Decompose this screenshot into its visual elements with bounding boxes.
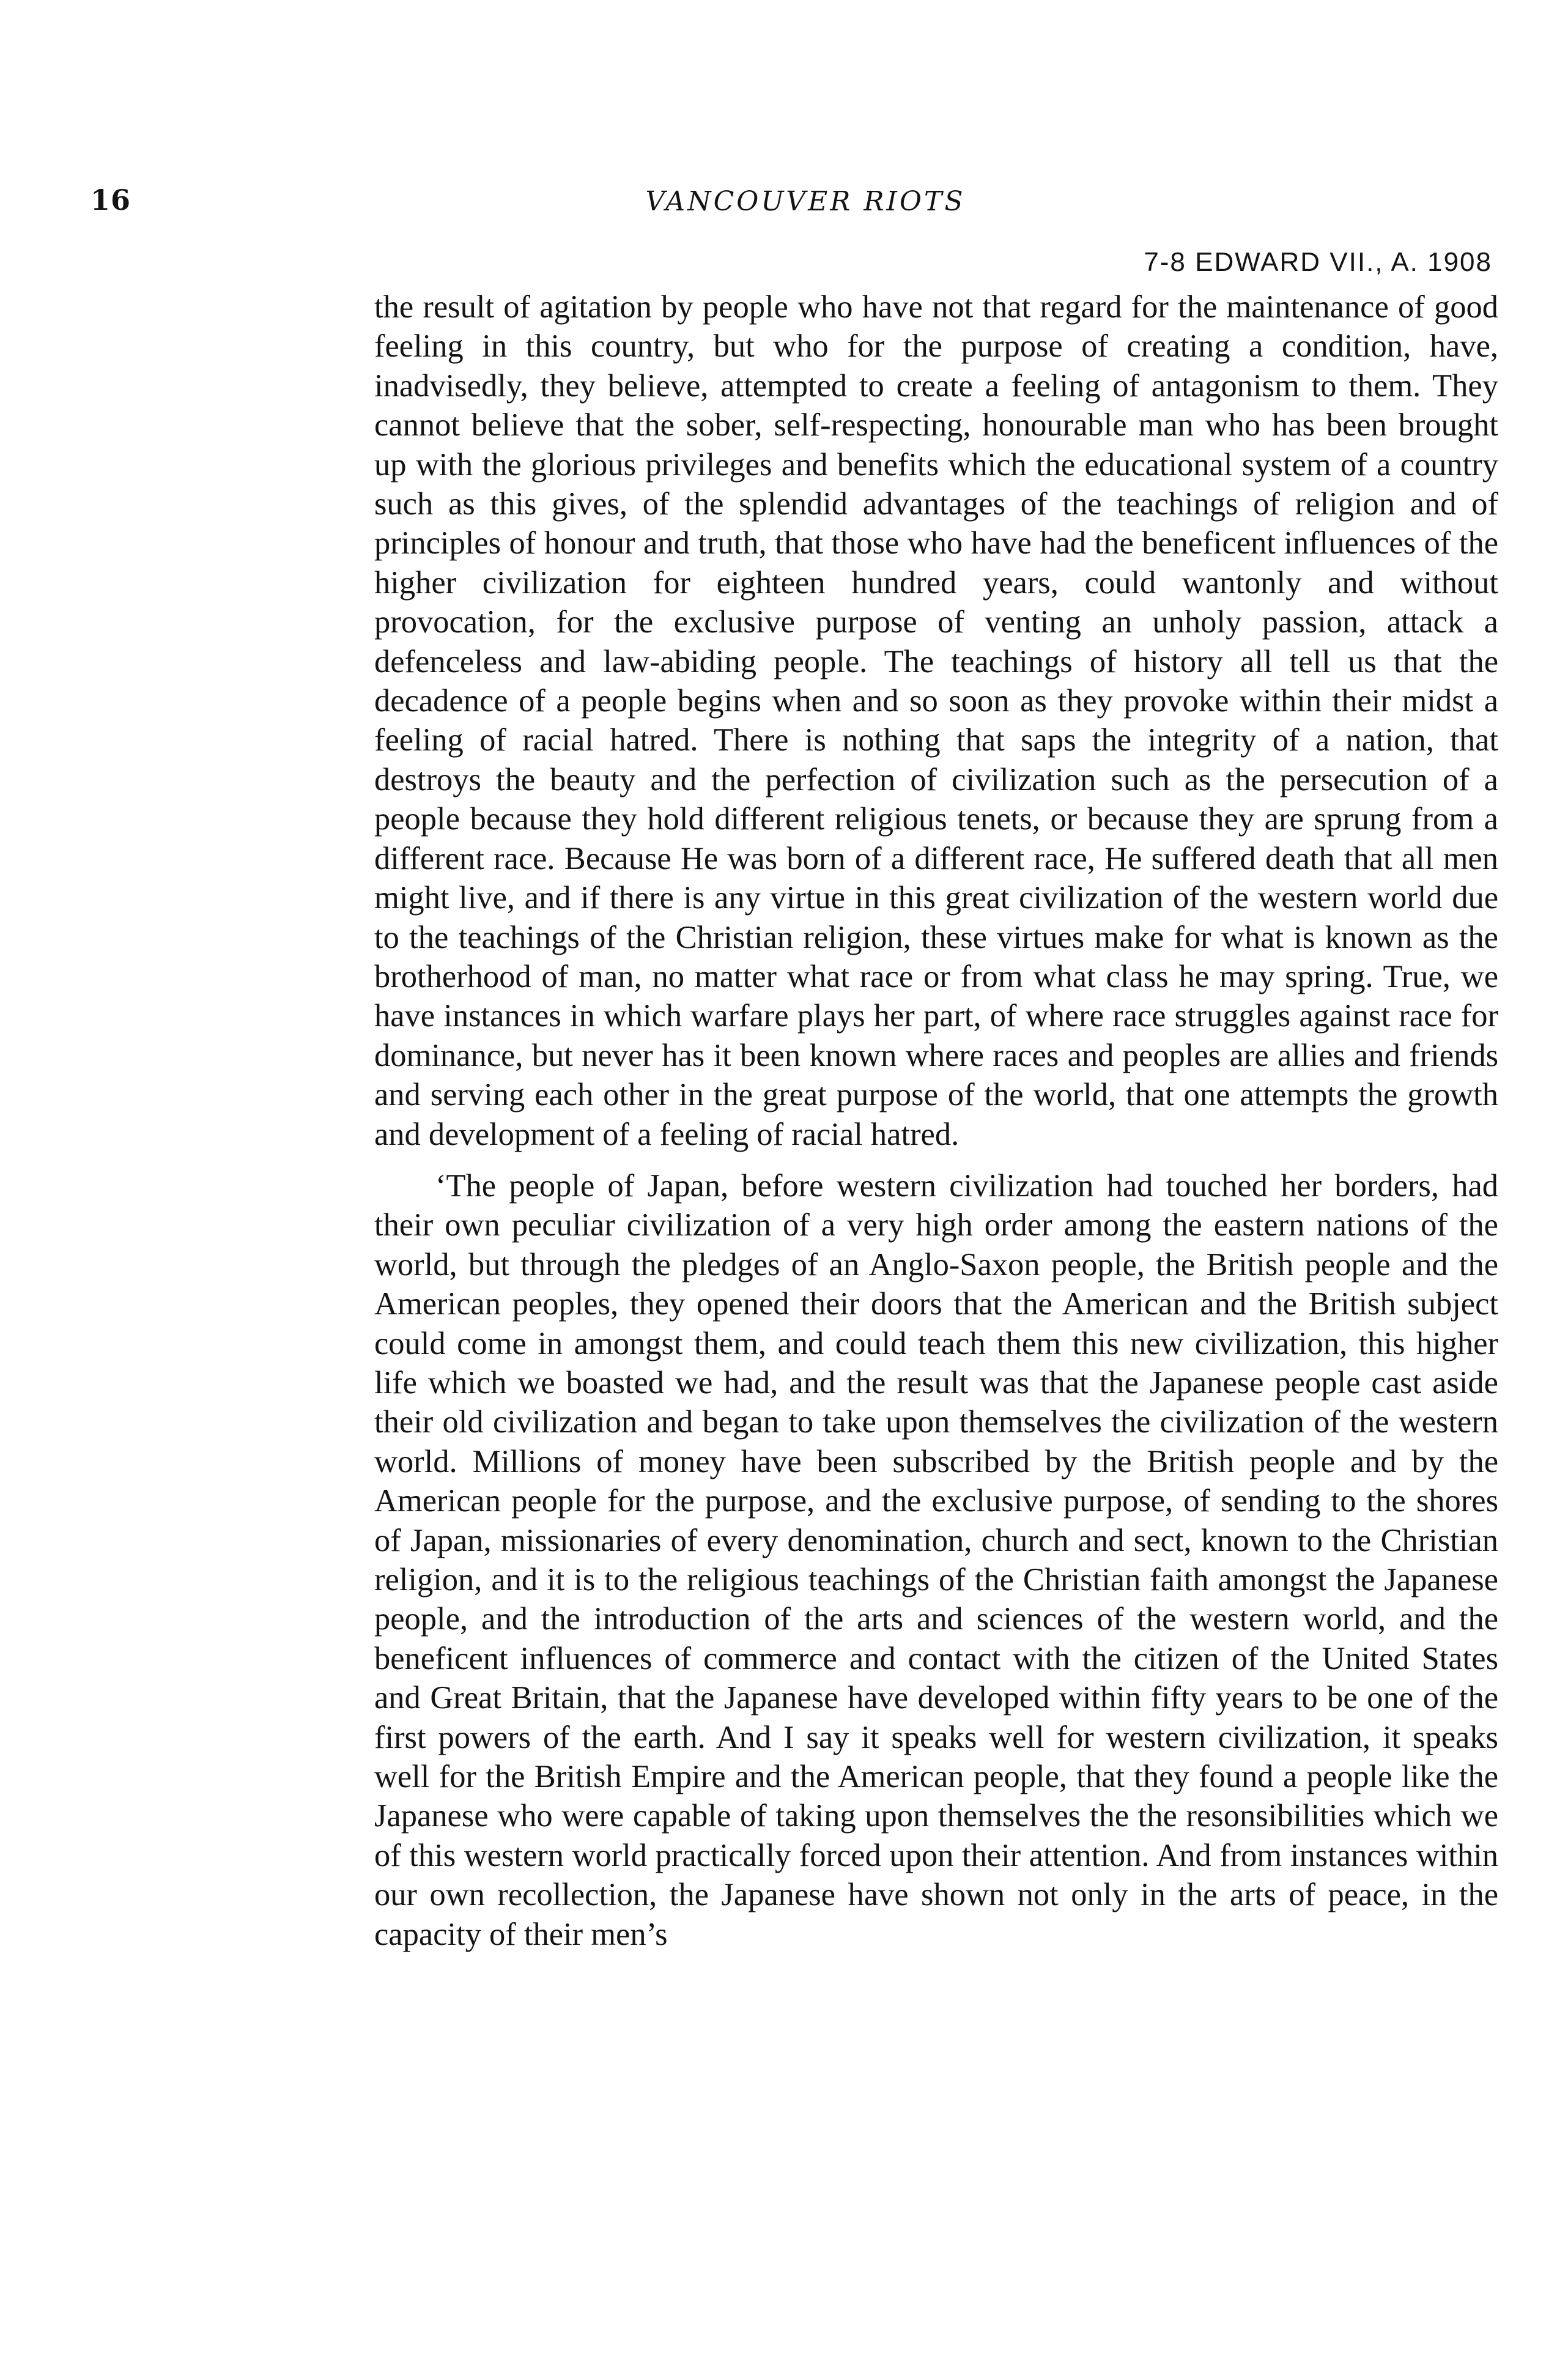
running-title: VANCOUVER RIOTS <box>645 186 966 217</box>
paragraph-1: the result of agitation by people who have not that regard for the maintenance of good feeling in this country, but who for the purpose of creating a condition, have, inadvisedly, they believe, attempted to create a feeling of antagonism to them. They cannot believe that the sober, self-respecting, honourable man who has been brought up with the glorious privileges and benefits which the educational system of a country such as this gives, of the splendid advantages of the teachings of religion and of principles of honour and truth, that those who have had the beneficent influences of the higher civilization for eighteen hundred years, could wantonly and without provocation, for the exclusive purpose of venting an unholy passion, attack a defenceless and law-abiding people. The teachings of history all tell us that the decadence of a people begins when and so soon as they provoke within their midst a feeling of racial hatred. There is nothing that saps the integrity of a nation, that destroys the beauty and the perfection of civilization such as the persecution of a people because they hold different religious tenets, or because they are sprung from a different race. Because He was born of a different race, He suffered death that all men might live, and if there is any virtue in this great civilization of the western world due to the teachings of the Christian religion, these virtues make for what is known as the brotherhood of man, no matter what race or from what class he may spring. True, we have instances in which warfare plays her part, of where race struggles against race for dominance, but never has it been known where races and peoples are allies and friends and serving each other in the great purpose of the world, that one attempts the growth and development of a feeling of racial hatred. <box>374 289 1498 1152</box>
page-number: 16 <box>91 183 131 217</box>
session-reference: 7-8 EDWARD VII., A. 1908 <box>1144 247 1492 277</box>
body-text <box>374 287 1498 1954</box>
paragraph-2: ‘The people of Japan, before western civilization had touched her borders, had their own peculiar civilization of a very high order among the eastern nations of the world, but through the pledges of an Anglo-Saxon people, the British people and the American peoples, they opened their doors that the American and the British subject could come in amongst them, and could teach them this new civilization, this higher life which we boasted we had, and the result was that the Japanese people cast aside their old civilization and began to take upon themselves the civilization of the western world. Millions of money have been subscribed by the British people and by the American people for the purpose, and the exclusive purpose, of sending to the shores of Japan, missionaries of every denomination, church and sect, known to the Christian religion, and it is to the religious teachings of the Christian faith amongst the Japanese people, and the introduction of the arts and sciences of the western world, and the beneficent influences of commerce and contact with the citizen of the United States and Great Britain, that the Japanese have developed within fifty years to be one of the first powers of the earth. And I say it speaks well for western civilization, it speaks well for the British Empire and the American people, that they found a people like the Japanese who were capable of taking upon themselves the the resonsibilities which we of this western world practically forced upon their attention. And from instances within our own recollection, the Japanese have shown not only in the arts of peace, in the capacity of their men’s <box>374 1168 1498 1952</box>
